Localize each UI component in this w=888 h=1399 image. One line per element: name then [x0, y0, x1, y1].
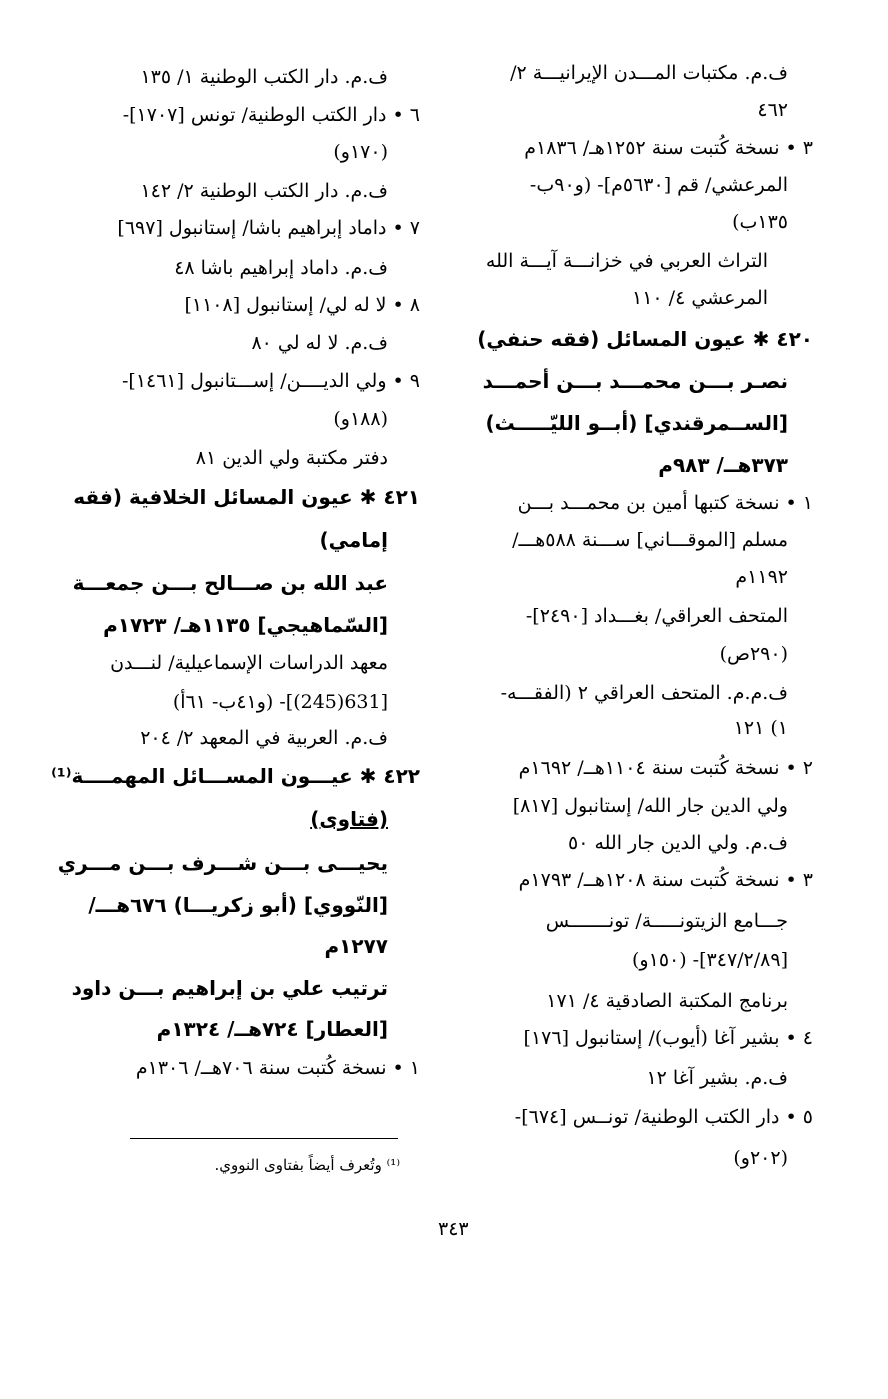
footnote: ⁽¹⁾ وتُعرف أيضاً بفتاوى النووي.: [214, 1156, 400, 1174]
text-line: ١) ١٢١: [733, 717, 788, 739]
page-number: ٣٤٣: [438, 1218, 469, 1240]
text-line: ف.م. دار الكتب الوطنية ١/ ١٣٥: [140, 66, 388, 88]
list-item: ٦ • دار الكتب الوطنية/ تونس [١٧٠٧]-: [122, 104, 420, 126]
entry-heading: ٤٢٢ ✱ عيـــون المســـائل المهمــــة⁽¹⁾: [51, 764, 420, 788]
list-item: ٥ • دار الكتب الوطنية/ تونــس [٦٧٤]-: [514, 1106, 813, 1128]
text-line: ف.م. دار الكتب الوطنية ٢/ ١٤٢: [140, 180, 388, 202]
text-line: ١٣٥ب): [732, 211, 788, 233]
text-line: (١٧٠و): [333, 141, 388, 163]
text-line: برنامج المكتبة الصادقية ٤/ ١٧١: [546, 990, 788, 1012]
list-item: ١ • نسخة كتبها أمين بن محمـــد بـــن: [517, 492, 813, 514]
text-line: المرعشي/ قم [٥٦٣٠م]- (و٩٠ب-: [529, 174, 788, 196]
list-item: ٨ • لا له لي/ إستانبول [١١٠٨]: [184, 294, 420, 316]
text-line: دفتر مكتبة ولي الدين ٨١: [195, 447, 388, 469]
arranger-line: ترتيب علي بن إبراهيم بـــن داود: [71, 976, 388, 1000]
list-item: ٤ • بشير آغا (أيوب)/ إستانبول [١٧٦]: [523, 1027, 813, 1049]
text-line: ١١٩٢م: [735, 566, 788, 588]
text-line: (١٨٨و): [333, 408, 388, 430]
text-line: المتحف العراقي/ بغـــداد [٢٤٩٠]-: [525, 605, 788, 627]
text-line: ف.م. داماد إبراهيم باشا ٤٨: [174, 257, 388, 279]
list-item: ٣ • نسخة كُتبت سنة ١٢٥٢هـ/ ١٨٣٦م: [524, 137, 813, 159]
arranger-line: [العطار] ٧٢٤هــ/ ١٣٢٤م: [156, 1017, 388, 1041]
author-line: [النّووي] (أبو زكريـــا) ٦٧٦هـــ/: [88, 893, 388, 917]
text-line: (٢٠٢و): [733, 1147, 788, 1169]
author-line: يحيـــى بـــن شـــرف بـــن مـــري: [57, 851, 388, 875]
entry-heading-cont: إمامي): [319, 528, 388, 552]
text-line: مسلم [الموقـــاني] ســـنة ٥٨٨هـــ/: [512, 529, 788, 551]
entry-heading: ٤٢١ ✱ عيون المسائل الخلافية (فقه: [73, 485, 420, 509]
entry-heading-cont: (فتاوى): [310, 807, 388, 831]
text-line: [631(245)]- (و٤١ب- ٦١أ): [172, 691, 388, 713]
text-line: ف.م. ولي الدين جار الله ٥٠: [567, 832, 788, 854]
entry-heading: ٤٢٠ ✱ عيون المسائل (فقه حنفي): [477, 327, 813, 351]
author-line: نصـر بـــن محمـــد بـــن أحمـــد: [482, 369, 788, 393]
text-line: ولي الدين جار الله/ إستانبول [٨١٧]: [512, 795, 788, 817]
text-line: [٣٤٧/٢/٨٩]- (١٥٠و): [632, 949, 788, 971]
text-line: التراث العربي في خزانـــة آيـــة الله: [485, 250, 768, 272]
text-line: ف.م. لا له لي ٨٠: [251, 332, 388, 354]
footnote-divider: [130, 1138, 398, 1139]
author-line: [الســمرقندي] (أبــو الليّـــــث): [485, 411, 788, 435]
list-item: ٧ • داماد إبراهيم باشا/ إستانبول [٦٩٧]: [117, 217, 420, 239]
text-line: ف.م. مكتبات المـــدن الإيرانيـــة ٢/: [510, 62, 788, 84]
list-item: ٢ • نسخة كُتبت سنة ١١٠٤هــ/ ١٦٩٢م: [518, 757, 813, 779]
text-line: ف.م. بشير آغا ١٢: [646, 1067, 788, 1089]
author-line: عبد الله بن صـــالح بـــن جمعـــة: [72, 571, 388, 595]
text-line: معهد الدراسات الإسماعيلية/ لنـــدن: [110, 652, 388, 674]
text-line: ٤٦٢: [757, 99, 788, 121]
author-line: [السّماهيجي] ١١٣٥هـ/ ١٧٢٣م: [103, 613, 388, 637]
text-line: ف.م.م. المتحف العراقي ٢ (الفقـــه-: [500, 682, 788, 704]
author-date: ٣٧٣هــ/ ٩٨٣م: [658, 453, 788, 477]
author-date: ١٢٧٧م: [324, 934, 388, 958]
list-item: ١ • نسخة كُتبت سنة ٧٠٦هــ/ ١٣٠٦م: [135, 1057, 420, 1079]
text-line: ف.م. العربية في المعهد ٢/ ٢٠٤: [140, 727, 388, 749]
text-line: (٢٩٠ص): [719, 643, 788, 665]
text-line: جـــامع الزيتونـــــة/ تونـــــــس: [545, 910, 788, 932]
text-line: المرعشي ٤/ ١١٠: [632, 287, 768, 309]
list-item: ٩ • ولي الديــــن/ إســـتانبول [١٤٦١]-: [121, 370, 420, 392]
list-item: ٣ • نسخة كُتبت سنة ١٢٠٨هــ/ ١٧٩٣م: [518, 869, 813, 891]
